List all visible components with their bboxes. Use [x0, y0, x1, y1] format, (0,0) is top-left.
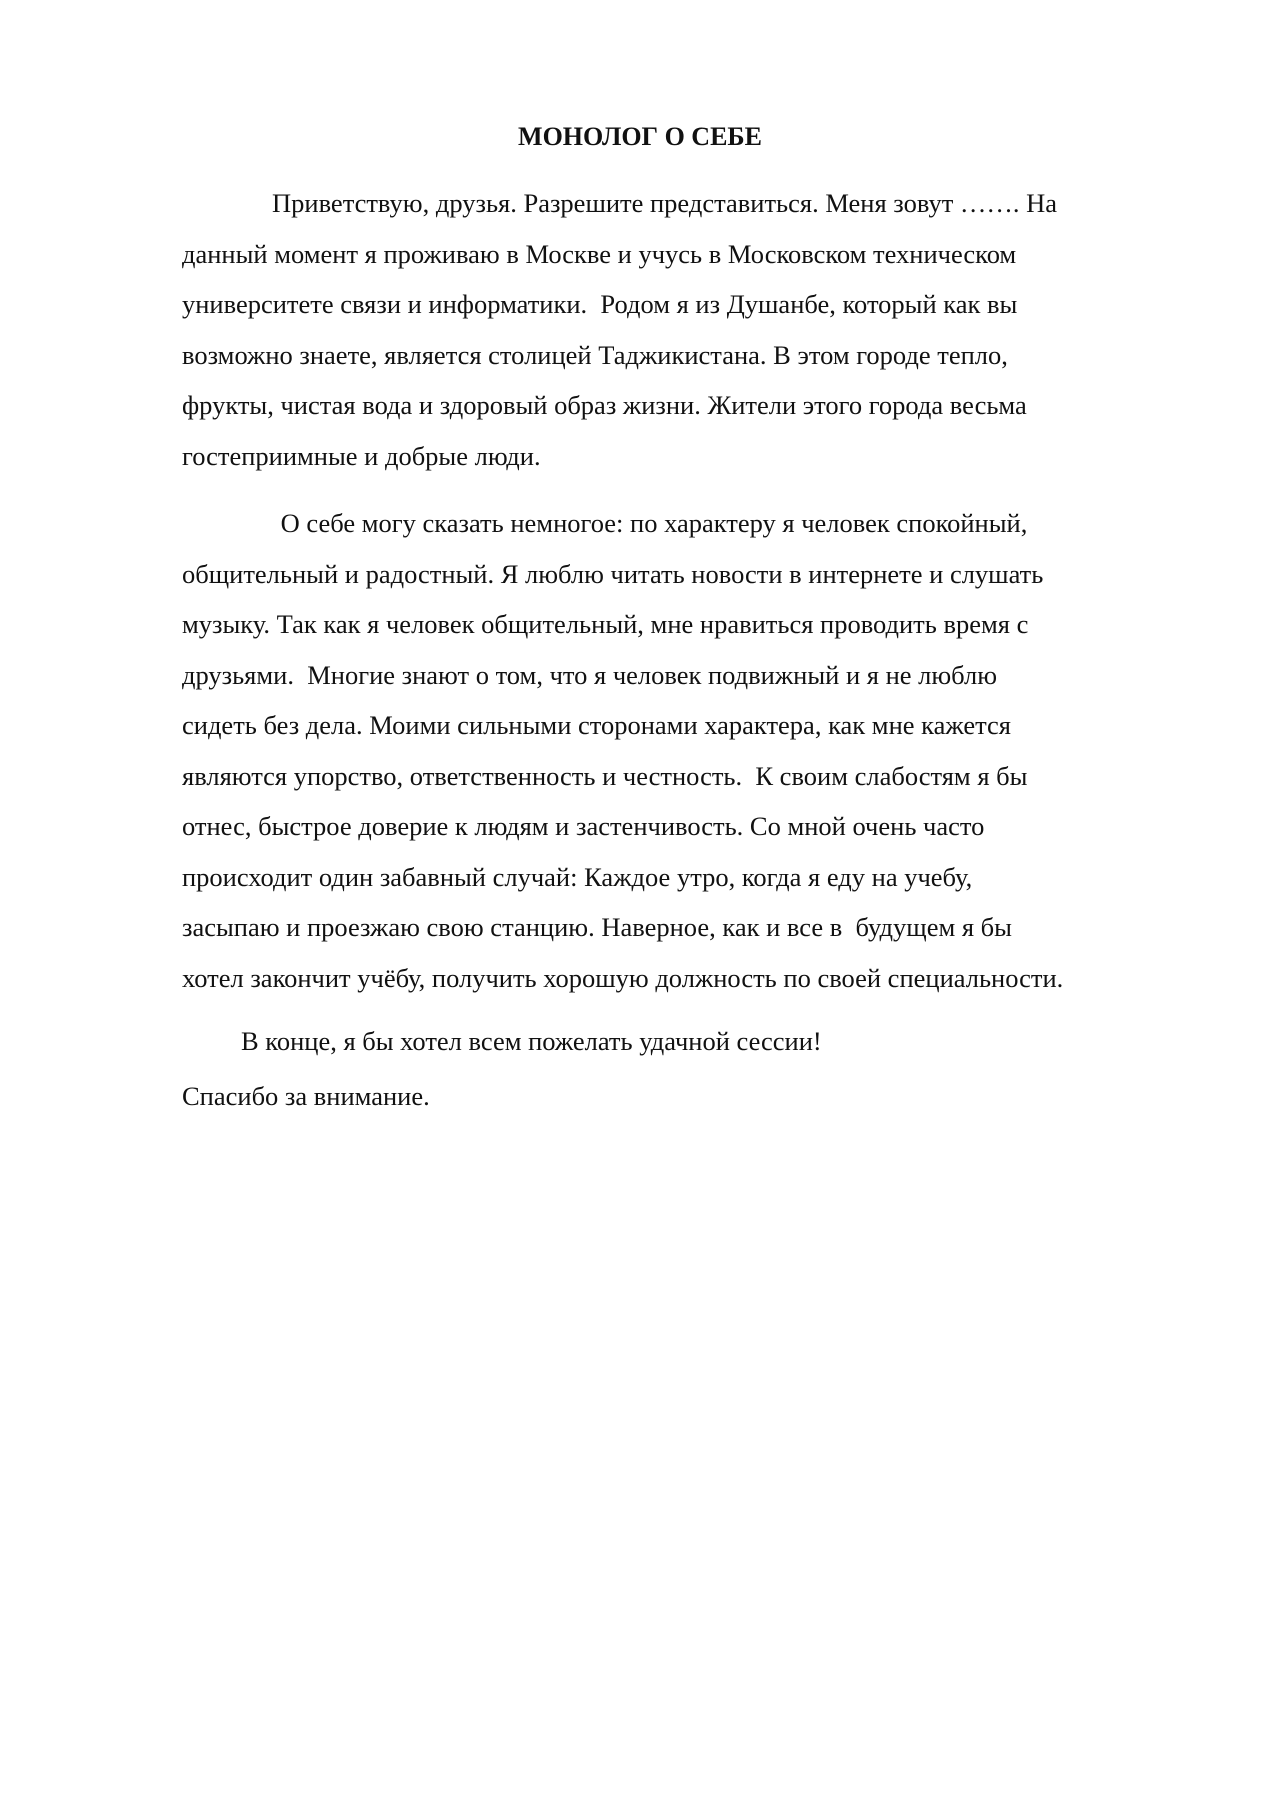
text-line: являются упорство, ответственность и честность. К своим слабостям я бы [182, 760, 1028, 791]
text-line: возможно знаете, является столицей Таджикистана. В этом городе тепло, [182, 339, 1008, 370]
text-line: университете связи и информатики. Родом я из Душанбе, который как вы [182, 289, 1018, 319]
text-line: хотел закончит учёбу, получить хорошую должность по своей специальности. [182, 962, 1064, 993]
text-line: сидеть без дела. Моими сильными сторонами характера, как мне кажется [182, 710, 1011, 740]
page-title: МОНОЛОГ О СЕБЕ [518, 122, 762, 151]
text-line: гостеприимные и добрые люди. [182, 440, 541, 471]
paragraph-thanks: Спасибо за внимание. [182, 1081, 430, 1111]
text-line: общительный и радостный. Я люблю читать новости в интернете и слушать [182, 558, 1044, 589]
paragraph-wishes: В конце, я бы хотел всем пожелать удачной сессии! [241, 1026, 822, 1056]
text-line: отнес, быстрое доверие к людям и застенчивость. Со мной очень часто [182, 811, 985, 841]
text-line: Приветствую, друзья. Разрешите представиться. Меня зовут ……. На [272, 188, 1058, 218]
text-line: музыку. Так как я человек общительный, мне нравиться проводить время с [182, 609, 1029, 639]
text-line: фрукты, чистая вода и здоровый образ жизни. Жители этого города весьма [182, 390, 1027, 420]
text-line: засыпаю и проезжаю свою станцию. Наверное, как и все в будущем я бы [182, 912, 1012, 942]
text-line: О себе могу сказать немногое: по характеру я человек спокойный, [274, 508, 1028, 538]
paragraph-intro [182, 178, 1057, 481]
paragraph-about-self [182, 498, 1063, 1003]
text-line: происходит один забавный случай: Каждое утро, когда я еду на учебу, [182, 861, 973, 892]
text-line: друзьями. Многие знают о том, что я человек подвижный и я не люблю [182, 659, 998, 690]
text-line: данный момент я проживаю в Москве и учусь в Московском техническом [182, 238, 1017, 269]
